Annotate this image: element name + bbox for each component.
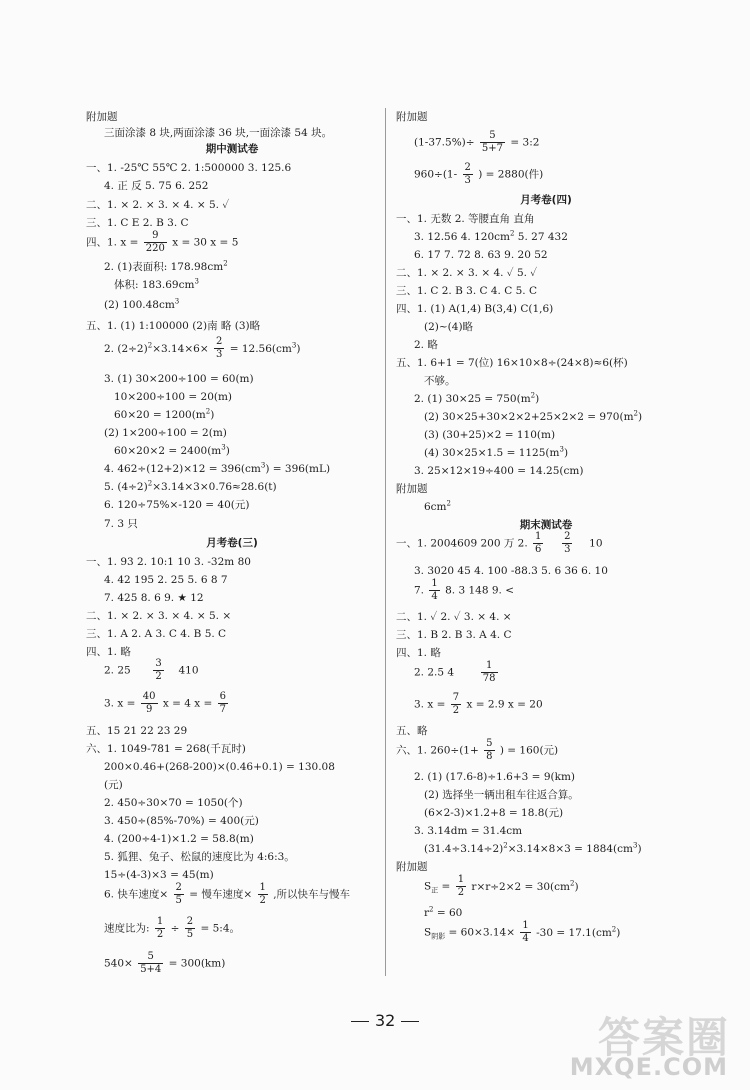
- answer-line: 2. (1) $30\times 25 = 750(m^2)$: [414, 391, 540, 405]
- numerator: 2: [186, 916, 194, 927]
- fraction: [481, 660, 498, 685]
- answer-text: 3. x =: [104, 697, 136, 710]
- answer-line: 五、1. 6+1 = 7(位) 16×10×8÷(24×8)≈6(杯): [396, 357, 628, 369]
- watermark-text-en: MXQE.COM: [569, 1053, 728, 1081]
- answer-text: = 60×3.14×: [448, 926, 516, 939]
- column-divider: [385, 108, 386, 976]
- numerator: 1: [259, 882, 266, 893]
- answer-line: 3. 12.56 4. $120cm^2$ 5. 27 432: [414, 229, 568, 243]
- answer-text: = 3:2: [510, 136, 540, 149]
- dash-right: [401, 1021, 419, 1022]
- subscript: 正: [431, 886, 439, 895]
- answer-text: ÷: [170, 922, 180, 935]
- answer-line: 5. 狐狸、兔子、松鼠的速度比为 4:6:3。: [104, 851, 295, 863]
- fraction: [214, 336, 224, 361]
- fraction: [456, 874, 466, 899]
- fraction: [484, 738, 494, 763]
- answer-line: 一、1. 93 2. 10:1 10 3. -32m 80: [86, 556, 251, 568]
- answer-text: 540×: [104, 957, 133, 970]
- fraction: [174, 882, 184, 907]
- numerator: 7: [452, 692, 460, 703]
- answer-text: 四、1. x =: [86, 236, 139, 249]
- answer-line: $(31.4\div 3.14\div 2)^2\times 3.14\times 8\times 3 = 1884(cm^3)$: [424, 841, 642, 855]
- numerator: 6: [219, 691, 227, 702]
- answer-line: 4. $462\div(12+2)\times 12 = 396(cm^3) = 396(mL)$: [104, 461, 331, 475]
- denominator: 9: [145, 704, 153, 715]
- denominator: 5: [175, 895, 182, 906]
- answer-line: (2)~(4)略: [424, 321, 474, 333]
- watermark-logo: [558, 1005, 738, 1085]
- answer-line: 200×0.46+(268-200)×(0.46+0.1) = 130.08: [104, 761, 335, 773]
- numerator: 1: [431, 578, 438, 589]
- answer-line: 不够。: [424, 375, 456, 387]
- answer-line: (3) (30+25)×2 = 110(m): [424, 429, 556, 441]
- watermark-text-cn: 答案圈: [597, 1013, 730, 1062]
- fraction: [155, 916, 165, 941]
- answer-line: 7. 3 只: [104, 518, 138, 530]
- monthly-test-4-title: 月考卷(四): [520, 194, 572, 206]
- extra-question-heading: 附加题: [86, 111, 118, 123]
- answer-text: 一、1. 2004609 200 万 2.: [396, 537, 528, 550]
- answer-line: 7. 425 8. 6 9. ★ 12: [104, 592, 204, 604]
- answer-line: (元): [104, 779, 123, 791]
- answer-text: =: [441, 880, 451, 893]
- answer-line: (4) $30\times 25\times 1.5 = 1125(m^3)$: [424, 445, 569, 459]
- answer-line: 三、1. B 2. B 3. A 4. C: [396, 629, 512, 641]
- denominator: 3: [564, 544, 571, 555]
- denominator: 3: [464, 175, 471, 186]
- answer-text: (1-37.5%)÷: [414, 136, 475, 149]
- numerator: 2: [175, 882, 182, 893]
- answer-line: 4. 42 195 2. 25 5. 6 8 7: [104, 574, 228, 586]
- answer-line-fraction: [414, 660, 500, 685]
- answer-line-fraction: [414, 130, 539, 155]
- answer-text: ) = 2880(件): [478, 168, 544, 181]
- denominator: 4: [431, 591, 438, 602]
- answer-text: = 300(km): [168, 957, 226, 970]
- answer-line: 2. 450÷30×70 = 1050(个): [104, 797, 243, 809]
- answer-line-fraction: [104, 951, 225, 976]
- answer-line: 五、1. (1) 1:100000 (2)南 略 (3)略: [86, 320, 261, 332]
- answer-line: 一、1. -25℃ 55℃ 2. 1:500000 3. 125.6: [86, 162, 292, 174]
- answer-text: 速度比为:: [104, 922, 150, 935]
- answer-line: 三、1. C E 2. B 3. C: [86, 217, 189, 229]
- answer-line: 3. 450÷(85%-70%) = 400(元): [104, 815, 259, 827]
- fraction: [463, 162, 473, 187]
- extra-question-heading: 附加题: [396, 111, 428, 123]
- answer-line: (2) $100.48cm^3$: [104, 297, 180, 311]
- answer-line: 3. 25×12×19÷400 = 14.25(cm): [414, 465, 584, 477]
- fraction: [141, 691, 158, 716]
- answer-text: 2. $(2\div 2)^2\times 3.14\times 6\times$: [104, 341, 209, 355]
- answer-text: $r\times r\div 2\times 2 = 30(cm^2)$: [471, 879, 579, 893]
- answer-line: 2. 略: [414, 339, 438, 351]
- denominator: 4: [522, 933, 529, 944]
- denominator: 220: [145, 243, 165, 254]
- answer-line: 3. (1) 30×200÷100 = 60(m): [104, 373, 254, 385]
- answer-line-fraction: [414, 162, 543, 187]
- answer-line-fraction: [424, 920, 620, 945]
- answer-text: ) = 160(元): [499, 744, 559, 757]
- answer-line: 四、1. 略: [86, 646, 131, 658]
- denominator: 2: [457, 887, 465, 898]
- answer-line-fraction: [424, 874, 579, 899]
- numerator: 2: [464, 162, 471, 173]
- numerator: 1: [457, 874, 465, 885]
- answer-text: $-30 = 17.1(cm^2)$: [536, 925, 621, 939]
- dash-left: [351, 1021, 369, 1022]
- midterm-title: 期中测试卷: [205, 143, 259, 155]
- numerator: 2: [564, 531, 571, 542]
- monthly-test-3-title: 月考卷(三): [206, 537, 258, 549]
- answer-text: = $12.56(cm^3)$: [229, 341, 301, 355]
- answer-line: 15÷(4-3)×3 = 45(m): [104, 869, 214, 881]
- answer-line-fraction: [104, 916, 240, 941]
- answer-line: $r^2 = 60$: [424, 905, 463, 919]
- answer-line: 二、1. × 2. × 3. × 4. ✓ 5. ✓: [396, 267, 538, 279]
- numerator: 1: [535, 531, 542, 542]
- answer-line-fraction: [86, 230, 238, 255]
- denominator: 8: [486, 751, 493, 762]
- answer-line: 10×200÷100 = 20(m): [114, 391, 233, 403]
- answer-text: 六、1. 260÷(1+: [396, 744, 479, 757]
- answer-line: 五、略: [396, 725, 428, 737]
- answer-line: (2) 1×200÷100 = 2(m): [104, 427, 227, 439]
- answer-line: 4. (200÷4-1)×1.2 = 58.8(m): [104, 833, 254, 845]
- answer-line: $6cm^2$: [424, 499, 451, 513]
- answer-line-fraction: [396, 738, 558, 763]
- numerator: 5: [486, 738, 493, 749]
- answer-text: 8. 3 148 9. <: [445, 584, 514, 597]
- denominator: 7: [219, 704, 227, 715]
- answer-line: 6. 17 7. 72 8. 63 9. 20 52: [414, 249, 548, 261]
- denominator: 3: [215, 349, 223, 360]
- answer-line: 二、1. × 2. × 3. × 4. × 5. ✓: [86, 199, 230, 211]
- answer-line: 二、1. ✓ 2. ✓ 3. × 4. ×: [396, 611, 512, 623]
- extra-question-answer: 三面涂漆 8 块,两面涂漆 36 块,一面涂漆 54 块。: [104, 127, 333, 139]
- answer-line: (2) $30\times 25+30\times 2\times 2+25\times 2\times 2 = 970(m^2)$: [424, 409, 643, 423]
- numerator: 3: [155, 658, 162, 669]
- answer-line: 体积: $183.69cm^3$: [114, 277, 199, 291]
- fraction: [258, 882, 268, 907]
- answer-text: 7.: [414, 584, 425, 597]
- answer-text: = 5:4。: [200, 922, 241, 935]
- fraction: [520, 920, 530, 945]
- fraction: [185, 916, 195, 941]
- answer-line: $60\times 20\times 2 = 2400(m^3)$: [114, 443, 230, 457]
- answer-text: = 慢车速度×: [189, 888, 253, 901]
- answer-line-fraction: [396, 531, 603, 556]
- denominator: 5+7: [481, 143, 504, 154]
- answer-line: $60\times 20 = 1200(m^2)$: [114, 407, 215, 421]
- extra-question-heading: 附加题: [396, 861, 428, 873]
- answer-line: 六、1. 1049-781 = 268(千瓦时): [86, 743, 246, 755]
- fraction: [218, 691, 228, 716]
- denominator: 2: [259, 895, 266, 906]
- page-number: [345, 1011, 425, 1030]
- numerator: 1: [522, 920, 529, 931]
- answer-text: 960÷(1-: [414, 168, 458, 181]
- fraction: [429, 578, 439, 603]
- fraction: [144, 230, 167, 255]
- denominator: 2: [155, 671, 162, 682]
- subscript: 阴影: [431, 932, 446, 941]
- fraction: [138, 951, 163, 976]
- numerator: 2: [215, 336, 223, 347]
- answer-line: (6×2-3)×1.2+8 = 18.8(元): [424, 807, 564, 819]
- answer-text: x = 30 x = 5: [172, 236, 239, 249]
- answer-line: 2. (1)表面积: $178.98cm^2$: [104, 259, 228, 273]
- answer-line: 2. (1) (17.6-8)÷1.6+3 = 9(km): [414, 771, 576, 783]
- fraction: [562, 531, 572, 556]
- answer-line-fraction: [104, 691, 230, 716]
- answer-line: 四、1. 略: [396, 647, 441, 659]
- answer-line-fraction: [104, 658, 199, 683]
- answer-text: 10: [589, 537, 603, 550]
- answer-text: 6. 快车速度×: [104, 888, 169, 901]
- answer-line: 三、1. A 2. A 3. C 4. B 5. C: [86, 628, 227, 640]
- answer-text: 3. x =: [414, 698, 446, 711]
- page-number-value: 32: [375, 1011, 396, 1030]
- answer-line: 3. 3020 45 4. 100 -88.3 5. 6 36 6. 10: [414, 565, 608, 577]
- fraction: [533, 531, 543, 556]
- fraction: [451, 692, 461, 717]
- answer-line: 5. $(4\div 2)^2\times 3.14\times 3\times 0.76\approx 28.6(t)$: [104, 479, 277, 493]
- answer-line: 四、1. (1) A(1,4) B(3,4) C(1,6): [396, 303, 554, 315]
- answer-line: 二、1. × 2. × 3. × 4. × 5. ×: [86, 610, 232, 622]
- numerator: 1: [156, 916, 164, 927]
- denominator: 5+4: [140, 964, 162, 975]
- answer-line: 三、1. C 2. B 3. C 4. C 5. C: [396, 285, 537, 297]
- answer-line: 3. 3.14dm = 31.4cm: [414, 825, 523, 837]
- answer-text: x = 4 x =: [162, 697, 213, 710]
- answer-line: (2) 选择坐一辆出租车往返合算。: [424, 789, 579, 801]
- fraction: [153, 658, 163, 683]
- answer-line-fraction: [414, 578, 514, 603]
- fraction: [480, 130, 505, 155]
- answer-line: 一、1. 无数 2. 等腰直角 直角: [396, 213, 535, 225]
- numerator: 5: [480, 130, 505, 143]
- answer-text: ,所以快车与慢车: [273, 888, 351, 901]
- denominator: 5: [186, 929, 194, 940]
- answer-text: x = 2.9 x = 20: [466, 698, 543, 711]
- denominator: 2: [452, 705, 460, 716]
- denominator: 78: [482, 673, 496, 684]
- numerator: 1: [481, 660, 498, 673]
- answer-line-fraction: [414, 692, 543, 717]
- numerator: 9: [144, 230, 167, 243]
- answer-text: S: [424, 880, 432, 893]
- answer-line-fraction: [104, 336, 300, 361]
- answer-text: 2. 2.5 4: [414, 666, 455, 679]
- answer-line-fraction: [104, 882, 350, 907]
- extra-question-heading: 附加题: [396, 483, 428, 495]
- denominator: 6: [535, 544, 542, 555]
- answer-text: 410: [178, 664, 199, 677]
- answer-line: 4. 正 反 5. 75 6. 252: [104, 180, 209, 192]
- answer-text: 2. 25: [104, 664, 131, 677]
- denominator: 2: [156, 929, 164, 940]
- answer-line: 6. 120÷75%×-120 = 40(元): [104, 499, 250, 511]
- answer-text: S: [424, 926, 432, 939]
- numerator: 40: [142, 691, 156, 702]
- answer-line: 五、15 21 22 23 29: [86, 725, 188, 737]
- numerator: 5: [138, 951, 163, 964]
- final-exam-title: 期末测试卷: [519, 519, 573, 531]
